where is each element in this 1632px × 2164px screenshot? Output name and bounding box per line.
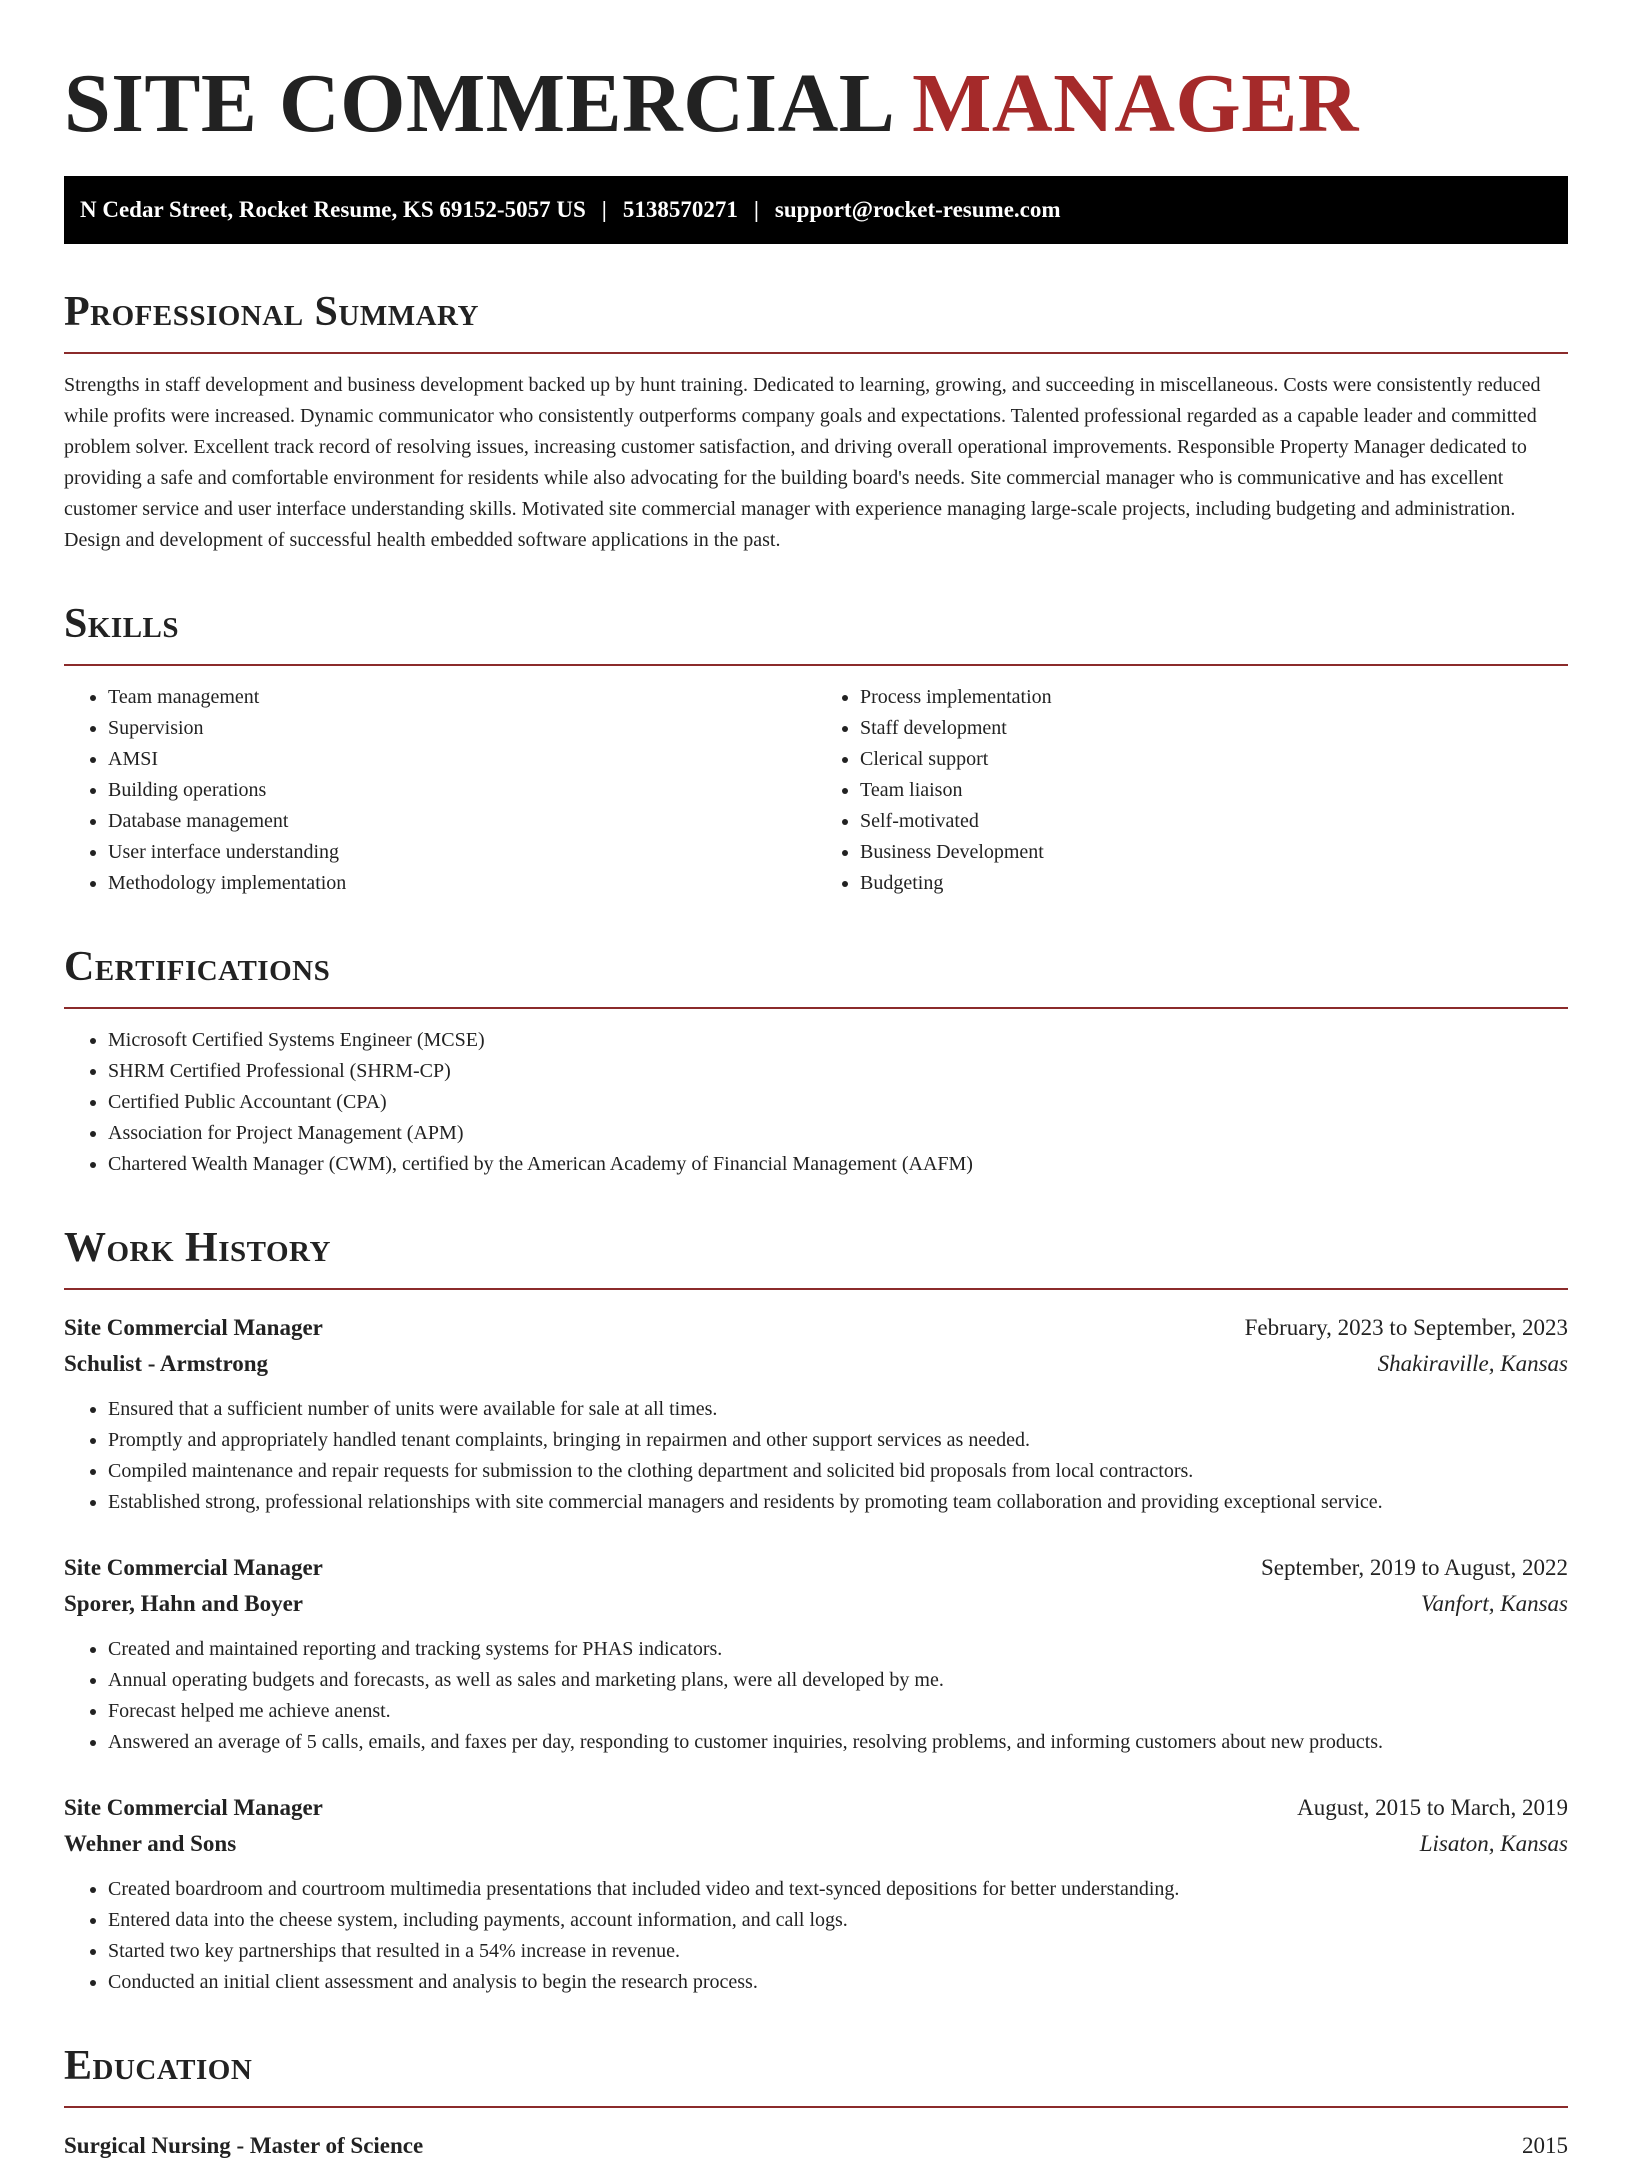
job-location: Shakiraville, Kansas xyxy=(1377,1351,1568,1376)
certifications-section xyxy=(64,943,1568,1180)
contact-address: N Cedar Street, Rocket Resume, KS 69152-5057 US xyxy=(80,197,586,222)
skills-section xyxy=(64,600,1568,899)
skill-item: • Clerical support xyxy=(860,744,1568,775)
job-header-row xyxy=(64,1550,1568,1586)
job-bullet: • Ensured that a sufficient number of units were available for sale at all times. xyxy=(108,1394,1568,1425)
skill-item: • Budgeting xyxy=(860,868,1568,899)
contact-phone: 5138570271 xyxy=(622,197,738,222)
summary-text: Strengths in staff development and business development backed up by hunt training. Dedicated to learning, growing, and succeeding in miscellaneous. Costs were consistently reduced while profits were increased. Dynamic communicator who consistently outperforms company goals and expectations. Talented professional regarded as a capable leader and committed problem solver. Excellent track record of resolving issues, increasing customer satisfaction, and driving overall operational improvements. Responsible Property Manager dedicated to providing a safe and comfortable environment for residents while also advocating for the building board's needs. Site commercial manager who is communicative and has excellent customer service and user interface understanding skills. Motivated site commercial manager with experience managing large-scale projects, including budgeting and administration. Design and development of successful health embedded software applications in the past. xyxy=(64,374,1541,551)
job-bullet: • Promptly and appropriately handled tenant complaints, bringing in repairmen and other support services as needed. xyxy=(108,1425,1568,1456)
certifications-list xyxy=(64,1025,1568,1180)
contact-bar xyxy=(64,176,1568,244)
skill-item: • AMSI xyxy=(108,744,816,775)
certification-item: • Chartered Wealth Manager (CWM), certified by the American Academy of Financial Management (AAFM) xyxy=(108,1149,1568,1180)
contact-email: support@rocket-resume.com xyxy=(774,197,1061,222)
section-divider xyxy=(64,352,1568,354)
job-bullet: • Established strong, professional relationships with site commercial managers and residents by promoting team collaboration and providing exceptional service. xyxy=(108,1487,1568,1518)
skills-list-right xyxy=(816,682,1568,899)
job-title: Site Commercial Manager xyxy=(64,1315,323,1340)
job-company: Wehner and Sons xyxy=(64,1831,237,1856)
skill-item: • Supervision xyxy=(108,713,816,744)
skill-item: • User interface understanding xyxy=(108,837,816,868)
job-bullet: • Forecast helped me achieve anenst. xyxy=(108,1696,1568,1727)
skill-item: • Self-motivated xyxy=(860,806,1568,837)
job-header-row xyxy=(64,1790,1568,1826)
job-bullet: • Answered an average of 5 calls, emails, and faxes per day, responding to customer inquiries, resolving problems, and informing customers about new products. xyxy=(108,1727,1568,1758)
skills-columns xyxy=(64,666,1568,899)
job-bullet: • Conducted an initial client assessment and analysis to begin the research process. xyxy=(108,1967,1568,1998)
job-entry xyxy=(64,1550,1568,1758)
education-degree: Surgical Nursing - Master of Science xyxy=(64,2133,424,2158)
education-row xyxy=(64,2128,1568,2164)
skills-list-left xyxy=(64,682,816,899)
skill-item: • Business Development xyxy=(860,837,1568,868)
education-entry xyxy=(64,2128,1568,2164)
certification-item: • Certified Public Accountant (CPA) xyxy=(108,1087,1568,1118)
skill-item: • Team management xyxy=(108,682,816,713)
job-company-row xyxy=(64,1346,1568,1382)
contact-separator: | xyxy=(753,197,759,222)
section-title: Work History xyxy=(64,1225,331,1271)
job-bullet: • Annual operating budgets and forecasts, as well as sales and marketing plans, were all developed by me. xyxy=(108,1665,1568,1696)
section-divider xyxy=(64,1007,1568,1009)
certification-item: • Microsoft Certified Systems Engineer (MCSE) xyxy=(108,1025,1568,1056)
job-bullet: • Started two key partnerships that resulted in a 54% increase in revenue. xyxy=(108,1936,1568,1967)
job-company-row xyxy=(64,1826,1568,1862)
skill-item: • Process implementation xyxy=(860,682,1568,713)
name-first: SITE COMMERCIAL xyxy=(64,57,891,150)
work-history-section xyxy=(64,1224,1568,1998)
job-bullet: • Created and maintained reporting and tracking systems for PHAS indicators. xyxy=(108,1634,1568,1665)
education-year: 2015 xyxy=(1522,2133,1568,2158)
resume-name xyxy=(64,56,1568,152)
job-dates: August, 2015 to March, 2019 xyxy=(1297,1795,1568,1820)
resume-page xyxy=(64,0,1568,2164)
job-bullets xyxy=(64,1394,1568,1518)
job-bullet: • Entered data into the cheese system, including payments, account information, and call logs. xyxy=(108,1905,1568,1936)
job-location: Vanfort, Kansas xyxy=(1421,1591,1568,1616)
job-bullets xyxy=(64,1634,1568,1758)
job-dates: February, 2023 to September, 2023 xyxy=(1244,1315,1568,1340)
education-section xyxy=(64,2042,1568,2164)
job-bullets xyxy=(64,1874,1568,1998)
certification-item: • SHRM Certified Professional (SHRM-CP) xyxy=(108,1056,1568,1087)
job-title: Site Commercial Manager xyxy=(64,1555,323,1580)
certification-item: • Association for Project Management (APM) xyxy=(108,1118,1568,1149)
section-title: Professional Summary xyxy=(64,289,479,335)
summary-section xyxy=(64,288,1568,556)
section-title: Skills xyxy=(64,601,180,647)
job-header-row xyxy=(64,1310,1568,1346)
job-location: Lisaton, Kansas xyxy=(1419,1831,1568,1856)
skill-item: • Staff development xyxy=(860,713,1568,744)
job-company: Sporer, Hahn and Boyer xyxy=(64,1591,303,1616)
job-title: Site Commercial Manager xyxy=(64,1795,323,1820)
contact-separator: | xyxy=(601,197,607,222)
skill-item: • Methodology implementation xyxy=(108,868,816,899)
job-entry xyxy=(64,1790,1568,1998)
job-bullet: • Created boardroom and courtroom multimedia presentations that included video and text-synced depositions for better understanding. xyxy=(108,1874,1568,1905)
section-title: Certifications xyxy=(64,944,331,990)
job-company: Schulist - Armstrong xyxy=(64,1351,269,1376)
skill-item: • Building operations xyxy=(108,775,816,806)
section-title: Education xyxy=(64,2043,253,2089)
job-bullet: • Compiled maintenance and repair requests for submission to the clothing department and solicited bid proposals from local contractors. xyxy=(108,1456,1568,1487)
job-company-row xyxy=(64,1586,1568,1622)
skill-item: • Database management xyxy=(108,806,816,837)
section-divider xyxy=(64,2106,1568,2108)
section-divider xyxy=(64,1288,1568,1290)
job-dates: September, 2019 to August, 2022 xyxy=(1260,1555,1568,1580)
name-last: MANAGER xyxy=(912,57,1359,150)
job-entry xyxy=(64,1310,1568,1518)
skill-item: • Team liaison xyxy=(860,775,1568,806)
